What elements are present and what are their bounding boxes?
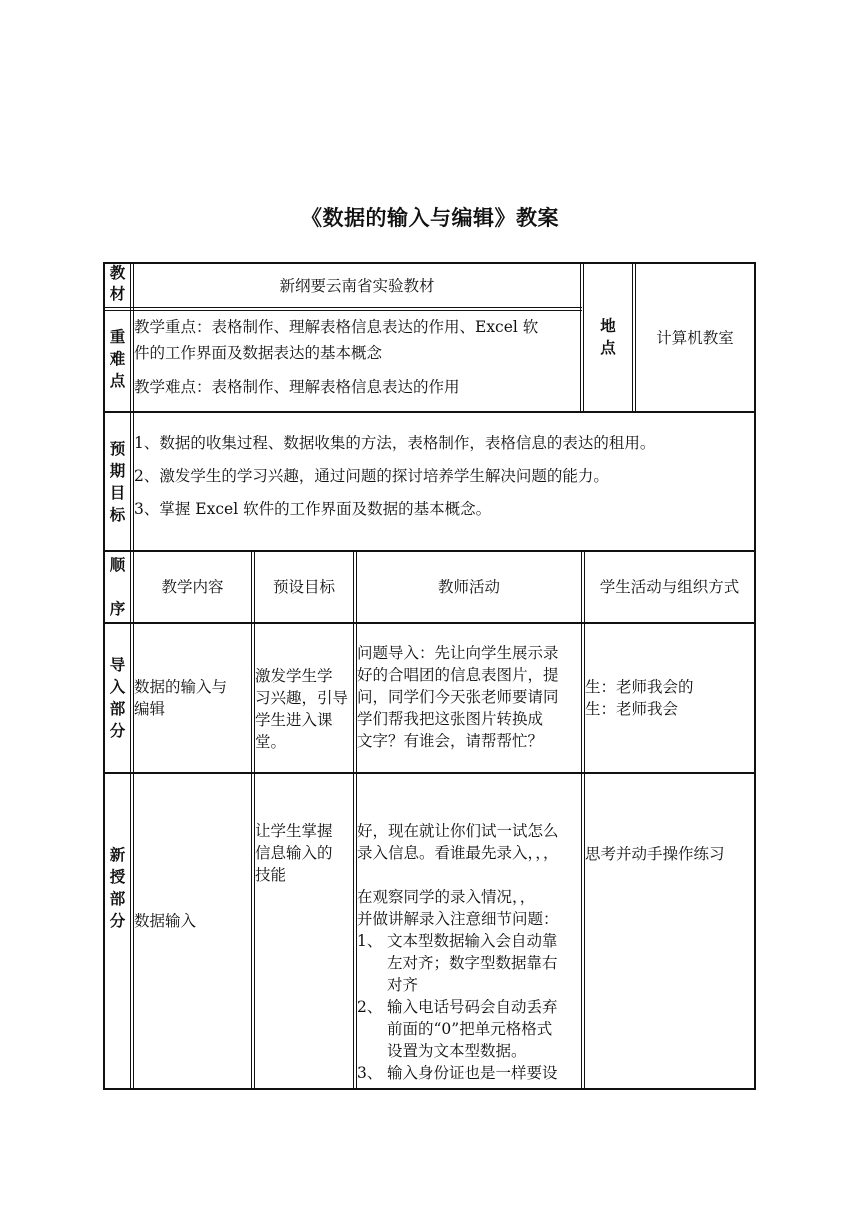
text-line: 问题导入：先让向学生展示录 <box>357 644 559 662</box>
new-lesson-label: 新 授 部 分 <box>109 846 126 930</box>
step-item <box>357 930 581 996</box>
text-line: 文本型数据输入会自动靠 <box>387 932 558 950</box>
goal-item: 3、掌握 Excel 软件的工作界面及数据的基本概念。 <box>134 500 492 518</box>
text-line: 技能 <box>255 866 287 884</box>
text-line: 前面的“0”把单元格格式 <box>387 1020 553 1038</box>
intro-label: 导 入 部 分 <box>109 656 126 740</box>
text-line: 信息输入的 <box>255 844 333 862</box>
text-line: 对齐 <box>387 976 419 994</box>
text-line: 设置为文本型数据。 <box>387 1042 527 1060</box>
material-label: 教 材 <box>109 264 126 303</box>
keypoints-label: 重 难 点 <box>109 328 126 390</box>
keypoints-text <box>134 314 580 400</box>
keypoint-line: 件的工作界面及数据表达的基本概念 <box>134 344 383 362</box>
keypoint-line: 教学重点：表格制作、理解表格信息表达的作用、Excel 软 <box>134 318 539 336</box>
intro-content <box>134 676 251 720</box>
text-line: 好的合唱团的信息表图片，提 <box>357 666 559 684</box>
sequence-label: 顺 序 <box>109 556 126 618</box>
text-line: 文字？有谁会，请帮帮忙？ <box>357 732 544 750</box>
text-line: 输入身份证也是一样要设 <box>387 1064 558 1082</box>
step-item <box>357 996 581 1062</box>
text-line: 堂。 <box>255 733 287 751</box>
new-student-activity: 思考并动手操作练习 <box>585 845 725 863</box>
material-value: 新纲要云南省实验教材 <box>279 276 435 295</box>
header-goal: 预设目标 <box>272 578 335 596</box>
text-line: 学生进入课 <box>255 711 333 729</box>
text-line: 数据的输入与 <box>134 678 228 696</box>
text-line: 录入信息。看谁最先录入，，， <box>357 844 559 862</box>
text-line: 让学生掌握 <box>255 822 333 840</box>
step-number: 1、 <box>357 932 383 950</box>
intro-teacher-activity <box>357 642 581 752</box>
text-line: 学们帮我把这张图片转换成 <box>357 710 544 728</box>
goal-item: 1、数据的收集过程、数据收集的方法，表格制作，表格信息的表达的租用。 <box>134 434 656 452</box>
new-content: 数据输入 <box>134 912 197 930</box>
header-student: 学生活动与组织方式 <box>599 578 740 596</box>
step-number: 3、 <box>357 1064 383 1082</box>
header-teacher: 教师活动 <box>437 578 500 596</box>
text-line: 在观察同学的录入情况，， <box>357 888 536 906</box>
text-line: 输入电话号码会自动丢弃 <box>387 998 558 1016</box>
text-line: 激发学生学 <box>255 667 333 685</box>
text-line: 生：老师我会 <box>585 700 679 718</box>
document-title: 《数据的输入与编辑》教案 <box>301 206 559 230</box>
location-value: 计算机教室 <box>656 328 734 347</box>
new-teacher-activity <box>357 820 581 1088</box>
teacher-steps-list <box>357 930 581 1084</box>
step-number: 2、 <box>357 998 383 1016</box>
intro-student-activity <box>585 676 754 720</box>
intro-goal <box>255 665 353 753</box>
text-line: 左对齐；数字型数据靠右 <box>387 954 558 972</box>
difficulty-line: 教学难点：表格制作、理解表格信息表达的作用 <box>134 378 460 396</box>
goals-label: 预 期 目 标 <box>109 440 126 524</box>
text-line: 并做讲解录入注意细节问题： <box>357 910 559 928</box>
text-line: 问，同学们今天张老师要请同 <box>357 688 559 706</box>
new-goal <box>255 820 353 886</box>
step-item <box>357 1062 581 1084</box>
location-label: 地 点 <box>600 317 616 357</box>
text-line: 好，现在就让你们试一试怎么 <box>357 822 559 840</box>
header-content: 教学内容 <box>161 578 224 596</box>
goals-list <box>134 432 752 520</box>
text-line: 编辑 <box>134 700 166 718</box>
goal-item: 2、激发学生的学习兴趣，通过问题的探讨培养学生解决问题的能力。 <box>134 467 609 485</box>
text-line: 生：老师我会的 <box>585 678 694 696</box>
text-line: 习兴趣，引导 <box>255 689 349 707</box>
